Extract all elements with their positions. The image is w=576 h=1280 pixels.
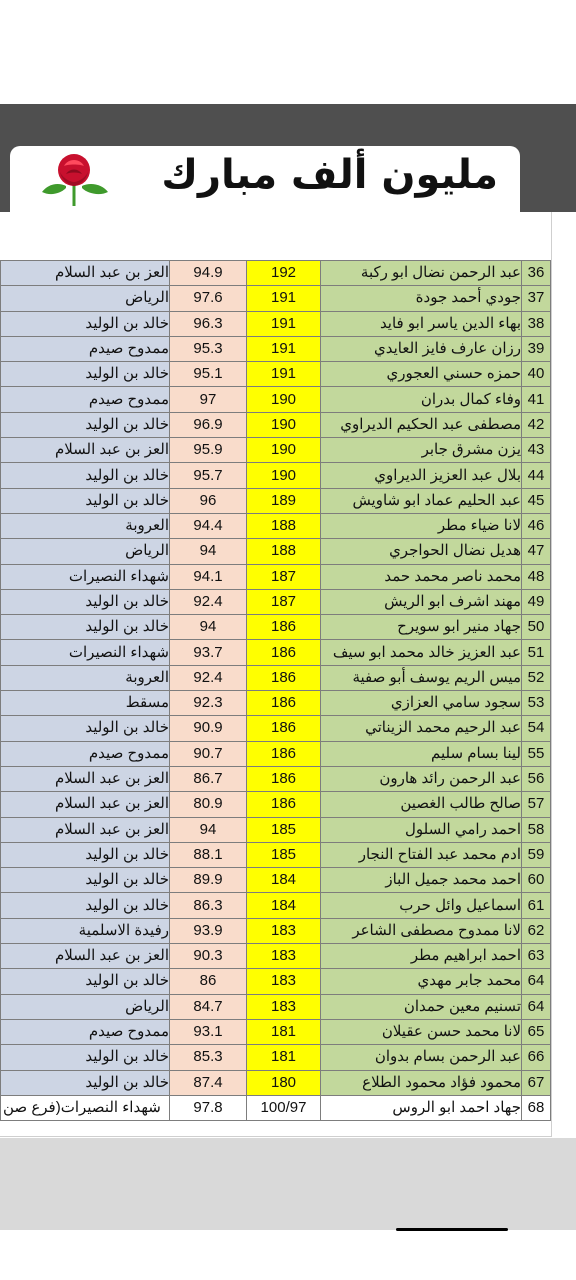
table-row xyxy=(1,665,551,690)
average-cell: 94.9 xyxy=(170,261,247,286)
name-cell: احمد رامي السلول xyxy=(321,817,522,842)
average-cell: 95.3 xyxy=(170,336,247,361)
score-cell: 184 xyxy=(247,868,321,893)
name-cell: عبد الرحمن رائد هارون xyxy=(321,766,522,791)
average-cell: 92.3 xyxy=(170,691,247,716)
row-number-cell: 55 xyxy=(522,741,551,766)
school-cell: العز بن عبد السلام xyxy=(1,792,170,817)
row-number-cell: 40 xyxy=(522,362,551,387)
table-row xyxy=(1,969,551,994)
row-number-cell: 38 xyxy=(522,311,551,336)
score-cell: 186 xyxy=(247,615,321,640)
name-cell: بلال عبد العزيز الديراوي xyxy=(321,463,522,488)
table-row xyxy=(1,362,551,387)
school-cell: خالد بن الوليد xyxy=(1,589,170,614)
score-cell: 190 xyxy=(247,387,321,412)
name-cell: محمد جابر مهدي xyxy=(321,969,522,994)
table-row xyxy=(1,463,551,488)
row-number-cell: 48 xyxy=(522,564,551,589)
row-number-cell: 52 xyxy=(522,665,551,690)
name-cell: لينا بسام سليم xyxy=(321,741,522,766)
school-cell: شهداء النصيرات xyxy=(1,564,170,589)
row-number-cell: 57 xyxy=(522,792,551,817)
name-cell: رزان عارف فايز العايدي xyxy=(321,336,522,361)
school-cell: خالد بن الوليد xyxy=(1,893,170,918)
name-cell: جهاد احمد ابو الروس xyxy=(321,1095,522,1120)
table-row xyxy=(1,691,551,716)
average-cell: 94 xyxy=(170,539,247,564)
table-row xyxy=(1,1070,551,1095)
score-cell: 100/97 xyxy=(247,1095,321,1120)
name-cell: لانا محمد حسن عقيلان xyxy=(321,1019,522,1044)
average-cell: 94 xyxy=(170,817,247,842)
table-row xyxy=(1,311,551,336)
score-cell: 180 xyxy=(247,1070,321,1095)
average-cell: 92.4 xyxy=(170,589,247,614)
school-cell: خالد بن الوليد xyxy=(1,868,170,893)
score-cell: 191 xyxy=(247,336,321,361)
average-cell: 86.3 xyxy=(170,893,247,918)
table-row xyxy=(1,716,551,741)
row-number-cell: 65 xyxy=(522,1019,551,1044)
row-number-cell: 59 xyxy=(522,842,551,867)
table-row xyxy=(1,640,551,665)
row-number-cell: 45 xyxy=(522,488,551,513)
score-cell: 189 xyxy=(247,488,321,513)
table-row xyxy=(1,994,551,1019)
row-number-cell: 68 xyxy=(522,1095,551,1120)
row-number-cell: 43 xyxy=(522,438,551,463)
row-number-cell: 50 xyxy=(522,615,551,640)
row-number-cell: 54 xyxy=(522,716,551,741)
average-cell: 97.6 xyxy=(170,286,247,311)
school-cell: خالد بن الوليد xyxy=(1,615,170,640)
school-cell: ممدوح صيدم xyxy=(1,741,170,766)
table-row xyxy=(1,286,551,311)
row-number-cell: 42 xyxy=(522,412,551,437)
average-cell: 96.3 xyxy=(170,311,247,336)
school-cell: شهداء النصيرات xyxy=(1,640,170,665)
name-cell: بهاء الدين ياسر ابو فايد xyxy=(321,311,522,336)
row-number-cell: 44 xyxy=(522,463,551,488)
score-cell: 191 xyxy=(247,286,321,311)
name-cell: عبد العزيز خالد محمد ابو سيف xyxy=(321,640,522,665)
row-number-cell: 67 xyxy=(522,1070,551,1095)
average-cell: 97.8 xyxy=(170,1095,247,1120)
school-cell: خالد بن الوليد xyxy=(1,463,170,488)
row-number-cell: 49 xyxy=(522,589,551,614)
score-cell: 183 xyxy=(247,944,321,969)
name-cell: احمد محمد جميل الباز xyxy=(321,868,522,893)
average-cell: 94.4 xyxy=(170,513,247,538)
school-cell: ممدوح صيدم xyxy=(1,1019,170,1044)
average-cell: 95.9 xyxy=(170,438,247,463)
score-cell: 186 xyxy=(247,716,321,741)
row-number-cell: 47 xyxy=(522,539,551,564)
average-cell: 89.9 xyxy=(170,868,247,893)
name-cell: ميس الريم يوسف أبو صفية xyxy=(321,665,522,690)
school-cell: خالد بن الوليد xyxy=(1,716,170,741)
school-cell: خالد بن الوليد xyxy=(1,842,170,867)
name-cell: محمود فؤاد محمود الطلاع xyxy=(321,1070,522,1095)
name-cell: سجود سامي العزازي xyxy=(321,691,522,716)
spreadsheet-sheet xyxy=(0,212,552,1137)
name-cell: احمد ابراهيم مطر xyxy=(321,944,522,969)
school-cell: خالد بن الوليد xyxy=(1,311,170,336)
row-number-cell: 51 xyxy=(522,640,551,665)
table-row xyxy=(1,792,551,817)
table-row xyxy=(1,589,551,614)
name-cell: تسنيم معين حمدان xyxy=(321,994,522,1019)
score-cell: 190 xyxy=(247,463,321,488)
school-cell: العز بن عبد السلام xyxy=(1,766,170,791)
table-row xyxy=(1,741,551,766)
average-cell: 94.1 xyxy=(170,564,247,589)
score-cell: 191 xyxy=(247,362,321,387)
table-row xyxy=(1,1095,551,1120)
score-cell: 186 xyxy=(247,741,321,766)
row-number-cell: 46 xyxy=(522,513,551,538)
school-cell: الرياض xyxy=(1,286,170,311)
score-cell: 188 xyxy=(247,539,321,564)
score-cell: 183 xyxy=(247,969,321,994)
table-row xyxy=(1,336,551,361)
average-cell: 84.7 xyxy=(170,994,247,1019)
average-cell: 90.9 xyxy=(170,716,247,741)
school-cell: رفيدة الاسلمية xyxy=(1,918,170,943)
row-number-cell: 53 xyxy=(522,691,551,716)
name-cell: مهند اشرف ابو الريش xyxy=(321,589,522,614)
table-row xyxy=(1,412,551,437)
row-number-cell: 64 xyxy=(522,969,551,994)
name-cell: جودي أحمد جودة xyxy=(321,286,522,311)
score-cell: 183 xyxy=(247,918,321,943)
table-row xyxy=(1,564,551,589)
average-cell: 86 xyxy=(170,969,247,994)
name-cell: صالح طالب الغصين xyxy=(321,792,522,817)
table-row xyxy=(1,261,551,286)
name-cell: محمد ناصر محمد حمد xyxy=(321,564,522,589)
rose-icon xyxy=(36,152,112,208)
table-row xyxy=(1,615,551,640)
score-cell: 184 xyxy=(247,893,321,918)
average-cell: 93.9 xyxy=(170,918,247,943)
school-cell: خالد بن الوليد xyxy=(1,362,170,387)
table-row xyxy=(1,438,551,463)
average-cell: 85.3 xyxy=(170,1045,247,1070)
score-cell: 188 xyxy=(247,513,321,538)
name-cell: ادم محمد عبد الفتاح النجار xyxy=(321,842,522,867)
row-number-cell: 58 xyxy=(522,817,551,842)
name-cell: هديل نضال الحواجري xyxy=(321,539,522,564)
table-row xyxy=(1,766,551,791)
school-cell: العز بن عبد السلام xyxy=(1,438,170,463)
name-cell: حمزه حسني العجوري xyxy=(321,362,522,387)
table-row xyxy=(1,1045,551,1070)
score-cell: 186 xyxy=(247,640,321,665)
top-blank-area xyxy=(0,0,576,104)
school-cell: الرياض xyxy=(1,994,170,1019)
title-banner xyxy=(10,146,520,212)
school-cell: خالد بن الوليد xyxy=(1,1070,170,1095)
name-cell: وفاء كمال بدران xyxy=(321,387,522,412)
name-cell: عبد الرحمن بسام بدوان xyxy=(321,1045,522,1070)
score-cell: 181 xyxy=(247,1045,321,1070)
home-indicator-bar xyxy=(396,1228,508,1231)
school-cell: ممدوح صيدم xyxy=(1,336,170,361)
table-row xyxy=(1,387,551,412)
score-cell: 190 xyxy=(247,412,321,437)
average-cell: 96 xyxy=(170,488,247,513)
row-number-cell: 66 xyxy=(522,1045,551,1070)
score-cell: 186 xyxy=(247,766,321,791)
row-number-cell: 62 xyxy=(522,918,551,943)
name-cell: اسماعيل وائل حرب xyxy=(321,893,522,918)
name-cell: عبد الحليم عماد ابو شاويش xyxy=(321,488,522,513)
school-cell: العروبة xyxy=(1,513,170,538)
average-cell: 96.9 xyxy=(170,412,247,437)
average-cell: 80.9 xyxy=(170,792,247,817)
row-number-cell: 61 xyxy=(522,893,551,918)
school-cell: ممدوح صيدم xyxy=(1,387,170,412)
school-cell: العز بن عبد السلام xyxy=(1,944,170,969)
score-cell: 187 xyxy=(247,564,321,589)
school-cell: العز بن عبد السلام xyxy=(1,261,170,286)
average-cell: 97 xyxy=(170,387,247,412)
table-row xyxy=(1,893,551,918)
average-cell: 93.1 xyxy=(170,1019,247,1044)
school-cell: العز بن عبد السلام xyxy=(1,817,170,842)
row-number-cell: 60 xyxy=(522,868,551,893)
row-number-cell: 37 xyxy=(522,286,551,311)
table-row xyxy=(1,488,551,513)
row-number-cell: 41 xyxy=(522,387,551,412)
school-cell: الرياض xyxy=(1,539,170,564)
row-number-cell: 64 xyxy=(522,994,551,1019)
row-number-cell: 56 xyxy=(522,766,551,791)
table-row xyxy=(1,513,551,538)
name-cell: مصطفى عبد الحكيم الديراوي xyxy=(321,412,522,437)
table-row xyxy=(1,1019,551,1044)
score-cell: 187 xyxy=(247,589,321,614)
average-cell: 95.7 xyxy=(170,463,247,488)
name-cell: عبد الرحيم محمد الزيناتي xyxy=(321,716,522,741)
score-cell: 183 xyxy=(247,994,321,1019)
table-row xyxy=(1,868,551,893)
score-cell: 185 xyxy=(247,817,321,842)
school-cell: خالد بن الوليد xyxy=(1,969,170,994)
school-cell: شهداء النصيرات(فرع صن xyxy=(1,1095,170,1120)
score-cell: 186 xyxy=(247,792,321,817)
sheet-top-gap xyxy=(0,212,551,260)
score-cell: 185 xyxy=(247,842,321,867)
table-row xyxy=(1,944,551,969)
row-number-cell: 36 xyxy=(522,261,551,286)
table-row xyxy=(1,539,551,564)
school-cell: خالد بن الوليد xyxy=(1,488,170,513)
score-cell: 186 xyxy=(247,665,321,690)
school-cell: خالد بن الوليد xyxy=(1,412,170,437)
score-cell: 181 xyxy=(247,1019,321,1044)
name-cell: لانا ضياء مطر xyxy=(321,513,522,538)
table-row xyxy=(1,842,551,867)
average-cell: 90.3 xyxy=(170,944,247,969)
results-table xyxy=(0,260,551,1121)
school-cell: العروبة xyxy=(1,665,170,690)
school-cell: خالد بن الوليد xyxy=(1,1045,170,1070)
name-cell: عبد الرحمن نضال ابو ركبة xyxy=(321,261,522,286)
average-cell: 95.1 xyxy=(170,362,247,387)
name-cell: يزن مشرق جابر xyxy=(321,438,522,463)
banner-title: مليون ألف مبارك xyxy=(161,152,498,198)
score-cell: 190 xyxy=(247,438,321,463)
name-cell: جهاد منير ابو سويرح xyxy=(321,615,522,640)
school-cell: مسقط xyxy=(1,691,170,716)
row-number-cell: 63 xyxy=(522,944,551,969)
average-cell: 87.4 xyxy=(170,1070,247,1095)
bottom-gray-area xyxy=(0,1138,576,1230)
name-cell: لانا ممدوح مصطفى الشاعر xyxy=(321,918,522,943)
average-cell: 93.7 xyxy=(170,640,247,665)
score-cell: 186 xyxy=(247,691,321,716)
score-cell: 192 xyxy=(247,261,321,286)
average-cell: 88.1 xyxy=(170,842,247,867)
row-number-cell: 39 xyxy=(522,336,551,361)
average-cell: 86.7 xyxy=(170,766,247,791)
average-cell: 92.4 xyxy=(170,665,247,690)
score-cell: 191 xyxy=(247,311,321,336)
table-row xyxy=(1,817,551,842)
average-cell: 94 xyxy=(170,615,247,640)
table-row xyxy=(1,918,551,943)
average-cell: 90.7 xyxy=(170,741,247,766)
